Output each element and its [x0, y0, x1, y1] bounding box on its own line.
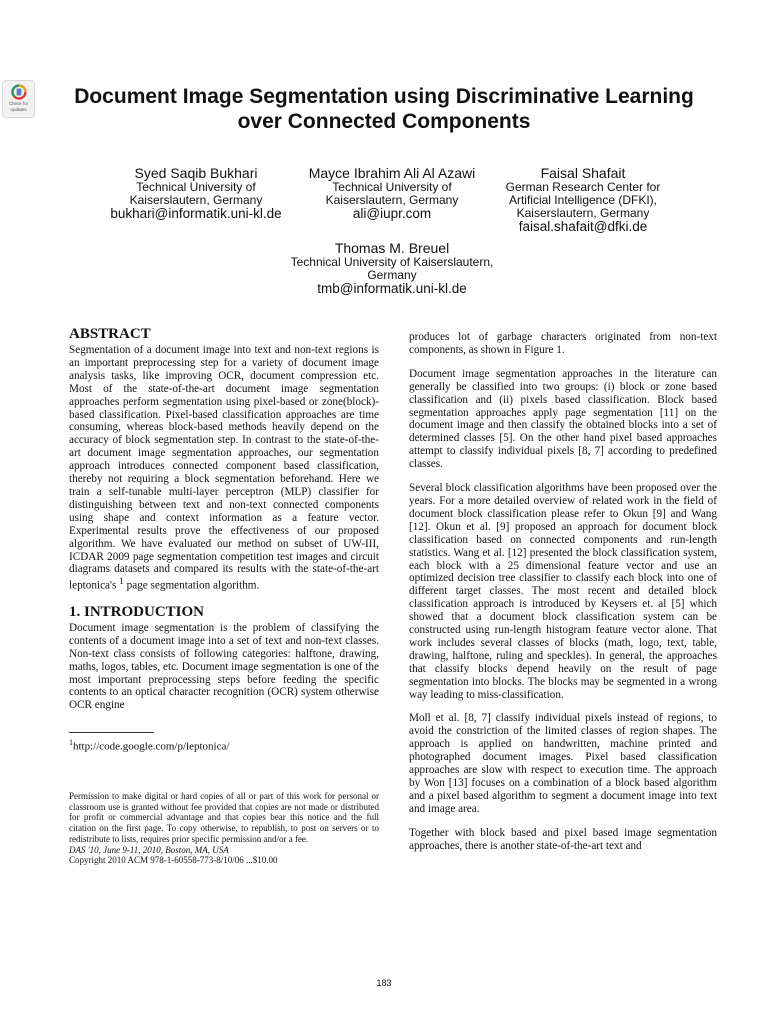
badge-label-1: Check for: [8, 101, 29, 106]
conference-venue: DAS '10, June 9-11, 2010, Boston, MA, USA: [69, 844, 229, 855]
check-for-updates-icon: [11, 84, 27, 100]
copyright-line: Copyright 2010 ACM 978-1-60558-773-8/10/06 ...$10.00: [69, 855, 278, 866]
body-paragraph: Together with block based and pixel based image segmentation approaches, there is another state-of-the-art text and: [409, 826, 717, 852]
check-for-updates-badge[interactable]: [2, 80, 35, 118]
author-block-1: [106, 166, 286, 221]
paper-title: Document Image Segmentation using Discriminative Learning over Connected Components: [74, 85, 694, 133]
permission-text: Permission to make digital or hard copies of all or part of this work for personal or classroom use is granted without fee provided that copies are not made or distributed for profit or commercial advantage and that copies bear this notice and the full citation on the first page. To copy otherwise, to republish, to post on servers or to redistribute to lists, requires prior specific permission and/or a fee.: [69, 791, 379, 844]
footnote-ref: 1: [119, 577, 124, 588]
footnote-url[interactable]: http://code.google.com/p/leptonica/: [73, 740, 230, 753]
author-email: faisal.shafait@dfki.de: [518, 219, 648, 234]
author-affiliation: Technical University of Kaiserslautern, Germany: [290, 255, 494, 282]
footnote-mark: 1: [69, 738, 73, 747]
left-column: [69, 326, 379, 723]
author-name: Syed Saqib Bukhari: [134, 165, 258, 181]
introduction-text: Document image segmentation is the problem of classifying the contents of a document image into a set of text and non-text classes. Non-text class consists of following categories: halftone, drawing, maths, logos, tables, etc. Document image segmentation is one of the most important preprocessing steps before feeding the specific contents to an optical character recognition (OCR) system otherwise OCR engine: [69, 621, 379, 712]
body-paragraph: produces lot of garbage characters originated from non-text components, as shown in Figure 1.: [409, 331, 717, 356]
footnote: [69, 736, 379, 754]
author-email: bukhari@informatik.uni-kl.de: [110, 206, 282, 221]
abstract-body: Segmentation of a document image into text and non-text regions is an important preprocessing step for a variety of document image analysis tasks, like improving OCR, document compression etc. Most of the state-of-the-art document image segmentation approaches perform segmentation using pixel-based or zone(block)-based classification. Pixel-based classification approaches are time consuming, whereas block-based methods heavily depend on the accuracy of block segmentation step. In contrast to the state-of-the-art document image segmentation approaches, our segmentation approach introduces connected component based classification, thereby not requiring a block segmentation beforehand. Here we train a self-tunable multi-layer perceptron (MLP) classifier for distinguishing between text and non-text connected components using shape and context information as a feature vector. Experimental results prove the effectiveness of our proposed algorithm. We have evaluated our method on subset of UW-III, ICDAR 2009 page segmentation competition test images and circuit diagrams datasets and compared its results with the state-of-the-art leptonica's: [69, 344, 379, 593]
author-affiliation: Technical University of Kaiserslautern, Germany: [129, 180, 263, 207]
author-affiliation: Technical University of Kaiserslautern, Germany: [325, 180, 459, 207]
author-name: Thomas M. Breuel: [334, 240, 450, 256]
author-email: tmb@informatik.uni-kl.de: [317, 281, 467, 296]
author-block-2: [297, 166, 487, 221]
author-block-4: [287, 241, 497, 296]
right-column: [409, 331, 717, 864]
abstract-text: [69, 344, 379, 593]
body-paragraph: Several block classification algorithms have been proposed over the years. For a more detailed overview of related work in the field of document block classification please refer to Okun [9] and Wang [12]. Okun et al. [9] proposed an approach for document block classification based on connected components and run-length statistics. Wang et al. [12] presented the block classification system, each block with a 25 dimensional feature vector and use an optimized decision tree classifier to classify each block into one of different target classes. The most recent and detailed block classification approach is introduced by Keysers et. al [5] which showed that a document block classification system can be constructed using run-length histogram feature vector alone. That work includes several classes of blocks (math, logo, text, table, drawing, halftone, ruling and speckles). In general, the approaches that classify blocks depend heavily on the result of page segmentation into blocks. The blocks may be segmented in a wrong way leading to miss-classification.: [409, 482, 717, 701]
abstract-body-end: page segmentation algorithm.: [126, 580, 260, 593]
permission-notice: [69, 791, 379, 866]
introduction-heading: 1. INTRODUCTION: [69, 603, 205, 620]
abstract-heading: ABSTRACT: [69, 326, 151, 342]
footnote-rule: [69, 732, 154, 733]
page-number: 183: [376, 978, 392, 988]
badge-label-2: updates: [10, 107, 27, 112]
body-paragraph: Document image segmentation approaches in the literature can generally be classified into two groups: (i) block or zone based classification and (ii) pixels based classification. Block based segmentation approaches apply page segmentation [11] on the document image and then classify the obtained blocks into a set of determined classes [5]. On the other hand pixel based approaches attempt to classify individual pixels [8, 7] according to predefined classes.: [409, 367, 717, 471]
author-email: ali@iupr.com: [352, 206, 432, 221]
author-name: Mayce Ibrahim Ali Al Azawi: [308, 165, 476, 181]
author-block-3: [488, 166, 678, 234]
author-affiliation: German Research Center for Artificial Intelligence (DFKI), Kaiserslautern, Germany: [505, 180, 661, 220]
author-name: Faisal Shafait: [540, 165, 626, 181]
body-paragraph: Moll et al. [8, 7] classify individual pixels instead of regions, to avoid the constriction of the limited classes of region shapes. The approach is applied on handwritten, machine printed and photographed document images. Pixel based classification approaches are slow with respect to execution time. The approach by Won [13] focuses on a combination of a block based algorithm and a pixel based algorithm to segment a document image into text and image area.: [409, 712, 717, 815]
